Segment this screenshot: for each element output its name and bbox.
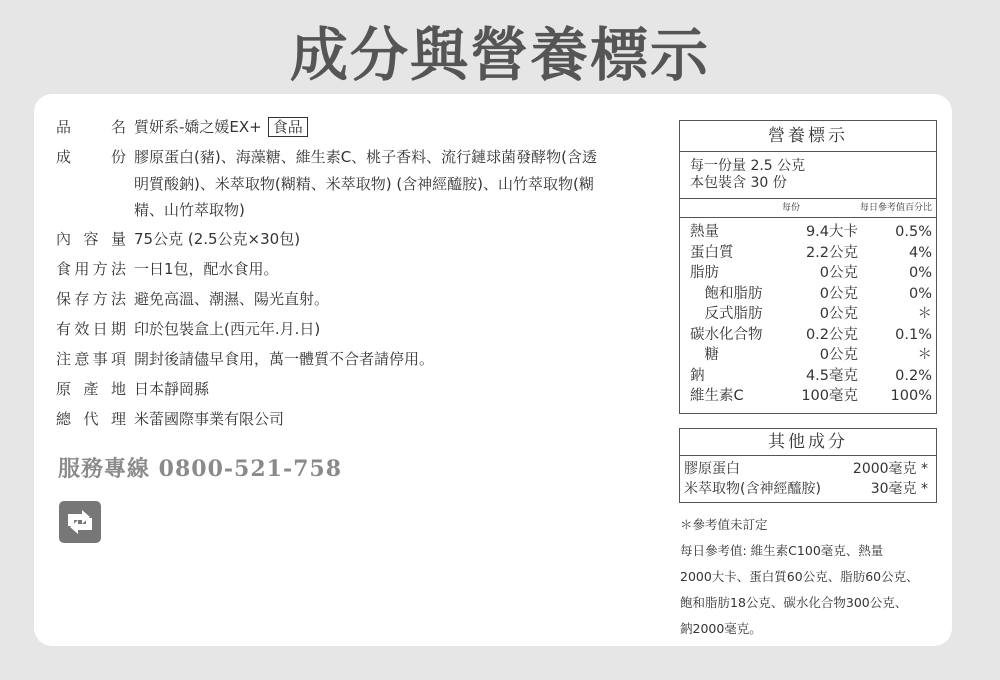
- info-value: 一日1包，配水食用。: [134, 260, 279, 278]
- food-badge: 食品: [268, 117, 308, 137]
- nutrient-name: 糖: [690, 347, 719, 363]
- info-row: [56, 344, 656, 374]
- product-info: [56, 112, 656, 434]
- nutrient-value: 0公克: [819, 347, 858, 363]
- other-ingredient-row: [680, 479, 936, 499]
- info-row: [56, 284, 656, 314]
- other-ingredient-name: 膠原蛋白: [684, 461, 740, 477]
- info-row: [56, 404, 656, 434]
- info-value: 印於包裝盒上(西元年.月.日): [134, 320, 321, 338]
- nutrition-rows: [680, 218, 936, 413]
- nutrition-table: [679, 120, 937, 414]
- serving-size: 每一份量 2.5 公克: [690, 158, 806, 174]
- page-title: 成分與營養標示: [289, 21, 710, 89]
- info-label: 原產地: [56, 380, 126, 398]
- nutrient-row: [690, 222, 932, 243]
- reference-notes: [680, 512, 940, 642]
- col-daily-value: 每日參考值百分比: [859, 203, 932, 213]
- nutrient-pct: 4%: [908, 244, 932, 261]
- column-headers: [680, 199, 936, 218]
- note-line: 飽和脂肪18公克、碳水化合物300公克、: [680, 595, 908, 610]
- other-ingredient-value: 2000毫克 *: [852, 461, 928, 477]
- info-row: [56, 224, 656, 254]
- note-line: 鈉2000毫克。: [680, 621, 762, 636]
- other-ingredients-header: 其他成分: [680, 429, 936, 456]
- ingredients-line-3: 精、山竹萃取物): [134, 201, 245, 219]
- ingredients-row: [56, 142, 656, 172]
- nutrient-pct: 100%: [890, 388, 932, 404]
- service-hotline: 服務專線 0800-521-758: [58, 456, 342, 482]
- other-ingredient-value: 30毫克 *: [870, 481, 928, 497]
- nutrient-pct: 0.5%: [895, 224, 932, 240]
- nutrient-pct: 0%: [908, 285, 932, 302]
- info-label: 有效日期: [56, 320, 126, 338]
- other-ingredient-row: [680, 459, 936, 479]
- nutrient-name: 蛋白質: [690, 244, 734, 261]
- product-name-label: 品名: [56, 118, 126, 136]
- nutrient-value: 0公克: [819, 265, 858, 281]
- nutrient-pct: 0%: [908, 265, 932, 281]
- info-value: 75公克 (2.5公克×30包): [134, 230, 301, 248]
- info-label: 內容量: [56, 230, 126, 248]
- col-per-serving: 每份: [782, 203, 801, 213]
- nutrient-name: 飽和脂肪: [690, 285, 763, 302]
- serving-info: [680, 152, 936, 199]
- info-value: 米蕾國際事業有限公司: [134, 410, 285, 428]
- info-value: 日本靜岡縣: [134, 380, 210, 398]
- other-ingredient-name: 米萃取物(含神經醯胺): [684, 481, 821, 497]
- nutrient-value: 0.2公克: [805, 326, 858, 343]
- info-value: 開封後請儘早食用，萬一體質不合者請停用。: [134, 350, 435, 368]
- info-row: [56, 254, 656, 284]
- nutrient-value: 4.5毫克: [805, 367, 858, 384]
- nutrient-name: 鈉: [690, 367, 705, 384]
- ingredients-line-1: 膠原蛋白(豬)、海藻糖、維生素C、桃子香料、流行鏈球菌發酵物(含透: [134, 148, 598, 166]
- nutrient-value: 0公克: [819, 285, 858, 302]
- product-name-row: [56, 112, 656, 142]
- nutrient-row: [690, 386, 932, 407]
- recycle-icon: [58, 500, 102, 544]
- info-label: 保存方法: [56, 290, 126, 308]
- nutrient-row: [690, 243, 932, 264]
- nutrient-value: 0公克: [819, 306, 858, 322]
- info-row: [56, 314, 656, 344]
- nutrient-value: 2.2公克: [805, 244, 858, 261]
- ingredients-label: 成份: [56, 148, 126, 166]
- nutrient-row: [690, 325, 932, 346]
- nutrient-value: 9.4大卡: [805, 224, 858, 240]
- nutrient-name: 維生素C: [690, 388, 744, 404]
- note-line: 2000大卡、蛋白質60公克、脂肪60公克、: [680, 569, 919, 584]
- info-row: [56, 374, 656, 404]
- nutrition-header: 營養標示: [680, 121, 936, 152]
- nutrient-row: [690, 284, 932, 305]
- nutrient-name: 熱量: [690, 224, 719, 240]
- nutrient-pct: ＊: [917, 347, 932, 363]
- nutrient-row: [690, 263, 932, 284]
- nutrient-row: [690, 366, 932, 387]
- nutrient-name: 脂肪: [690, 265, 719, 281]
- info-label: 食用方法: [56, 260, 126, 278]
- note-line: 每日參考值: 維生素C100毫克、熱量: [680, 543, 884, 558]
- product-name-value: 質妍系-嬌之媛EX+: [134, 118, 262, 136]
- servings-per-package: 本包裝含 30 份: [690, 175, 787, 191]
- nutrient-pct: ＊: [917, 306, 932, 322]
- info-label: 注意事項: [56, 350, 126, 368]
- nutrient-name: 碳水化合物: [690, 326, 763, 343]
- info-value: 避免高溫、潮濕、陽光直射。: [134, 290, 330, 308]
- note-line: ＊參考值未訂定: [680, 517, 768, 532]
- nutrient-row: [690, 304, 932, 325]
- nutrient-row: [690, 345, 932, 366]
- nutrient-pct: 0.2%: [895, 367, 932, 384]
- ingredients-line-2: 明質酸鈉)、米萃取物(糊精、米萃取物) (含神經醯胺)、山竹萃取物(糊: [134, 175, 594, 193]
- other-ingredients-table: [679, 428, 937, 503]
- nutrient-name: 反式脂肪: [690, 306, 763, 322]
- nutrient-pct: 0.1%: [895, 326, 932, 343]
- nutrient-value: 100毫克: [801, 388, 858, 404]
- info-label: 總代理: [56, 410, 126, 428]
